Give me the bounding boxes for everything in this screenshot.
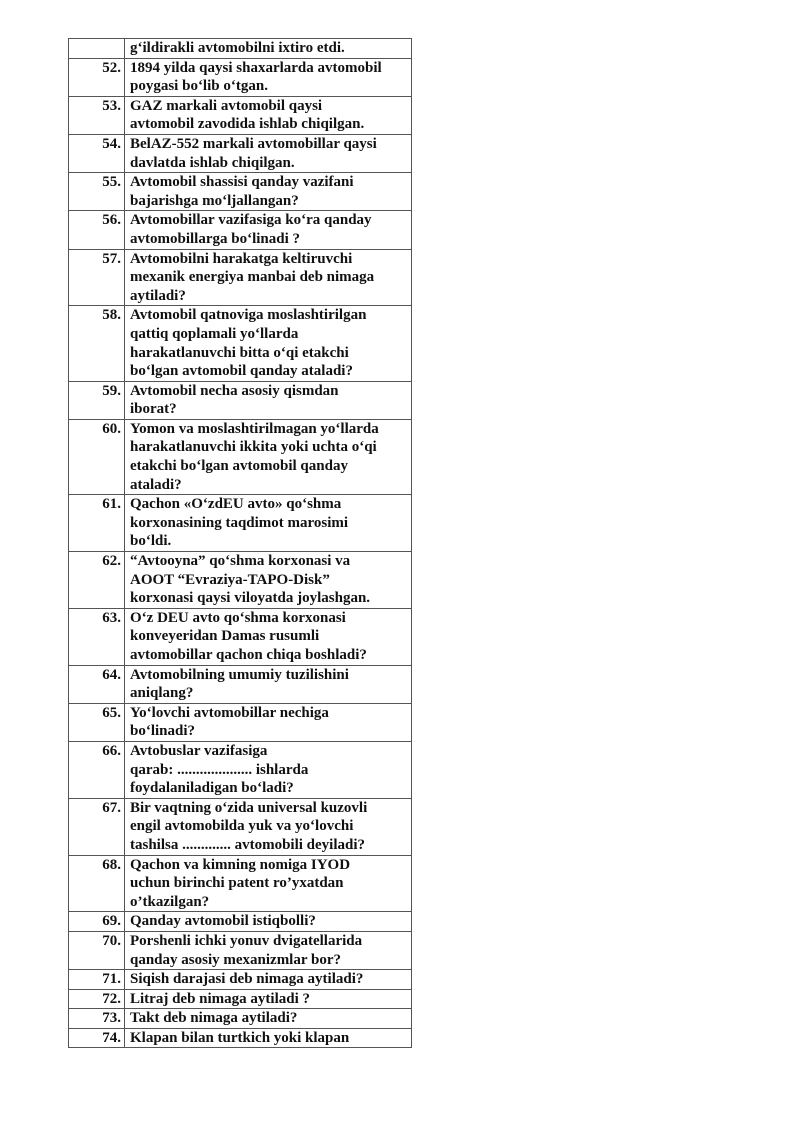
- table-row: [69, 665, 412, 703]
- question-number: 73.: [69, 1009, 125, 1029]
- question-text: Avtomobil qatnoviga moslashtirilgan qattiq qoplamali yo‘llarda harakatlanuvchi bitta o‘qi etakchi bo‘lgan avtomobil qanday ataladi?: [125, 306, 412, 381]
- question-text: g‘ildirakli avtomobilni ixtiro etdi.: [125, 39, 412, 59]
- table-row: [69, 39, 412, 59]
- question-number: 69.: [69, 912, 125, 932]
- question-number: 59.: [69, 381, 125, 419]
- question-text: Avtomobil shassisi qanday vazifani bajarishga mo‘ljallangan?: [125, 173, 412, 211]
- question-number: 55.: [69, 173, 125, 211]
- table-row: [69, 134, 412, 172]
- question-number: 74.: [69, 1028, 125, 1048]
- table-row: [69, 798, 412, 855]
- question-number: 54.: [69, 134, 125, 172]
- question-number: 66.: [69, 741, 125, 798]
- table-row: [69, 419, 412, 494]
- question-number: 53.: [69, 96, 125, 134]
- table-row: [69, 970, 412, 990]
- question-text: Siqish darajasi deb nimaga aytiladi?: [125, 970, 412, 990]
- question-number: 67.: [69, 798, 125, 855]
- table-row: [69, 211, 412, 249]
- question-text: Yo‘lovchi avtomobillar nechiga bo‘linadi?: [125, 703, 412, 741]
- question-text: Avtomobilni harakatga keltiruvchi mexanik energiya manbai deb nimaga aytiladi?: [125, 249, 412, 306]
- question-text: Porshenli ichki yonuv dvigatellarida qanday asosiy mexanizmlar bor?: [125, 931, 412, 969]
- question-text: Klapan bilan turtkich yoki klapan: [125, 1028, 412, 1048]
- question-number: 57.: [69, 249, 125, 306]
- question-text: Yomon va moslashtirilmagan yo‘llarda harakatlanuvchi ikkita yoki uchta o‘qi etakchi bo‘lgan avtomobil qanday ataladi?: [125, 419, 412, 494]
- table-row: [69, 173, 412, 211]
- question-text: BelAZ-552 markali avtomobillar qaysi davlatda ishlab chiqilgan.: [125, 134, 412, 172]
- question-text: O‘z DEU avto qo‘shma korxonasi konveyeridan Damas rusumli avtomobillar qachon chiqa boshladi?: [125, 608, 412, 665]
- question-text: Takt deb nimaga aytiladi?: [125, 1009, 412, 1029]
- question-text: Litraj deb nimaga aytiladi ?: [125, 989, 412, 1009]
- table-row: [69, 855, 412, 912]
- question-number: 56.: [69, 211, 125, 249]
- question-number: 68.: [69, 855, 125, 912]
- table-row: [69, 989, 412, 1009]
- question-text: Avtomobillar vazifasiga ko‘ra qanday avtomobillarga bo‘linadi ?: [125, 211, 412, 249]
- question-number: 60.: [69, 419, 125, 494]
- question-text: “Avtooyna” qo‘shma korxonasi va AOOT “Evraziya-TAPO-Disk” korxonasi qaysi viloyatda joylashgan.: [125, 552, 412, 609]
- table-row: [69, 931, 412, 969]
- question-sheet: [68, 38, 411, 1048]
- question-table: [68, 38, 412, 1048]
- table-row: [69, 306, 412, 381]
- table-row: [69, 552, 412, 609]
- question-text: Qachon va kimning nomiga IYOD uchun birinchi patent ro’yxatdan o’tkazilgan?: [125, 855, 412, 912]
- question-number: 52.: [69, 58, 125, 96]
- table-row: [69, 381, 412, 419]
- question-text: Bir vaqtning o‘zida universal kuzovli engil avtomobilda yuk va yo‘lovchi tashilsa ............. avtomobili deyiladi?: [125, 798, 412, 855]
- question-number: 70.: [69, 931, 125, 969]
- question-number: 72.: [69, 989, 125, 1009]
- question-text: Qanday avtomobil istiqbolli?: [125, 912, 412, 932]
- table-row: [69, 912, 412, 932]
- question-text: Avtobuslar vazifasiga qarab: .................... ishlarda foydalaniladigan bo‘ladi?: [125, 741, 412, 798]
- question-text: Avtomobil necha asosiy qismdan iborat?: [125, 381, 412, 419]
- question-number: 63.: [69, 608, 125, 665]
- table-row: [69, 1009, 412, 1029]
- question-number: 62.: [69, 552, 125, 609]
- question-text: Qachon «O‘zdEU avto» qo‘shma korxonasining taqdimot marosimi bo‘ldi.: [125, 495, 412, 552]
- table-row: [69, 608, 412, 665]
- table-row: [69, 249, 412, 306]
- question-text: 1894 yilda qaysi shaxarlarda avtomobil poygasi bo‘lib o‘tgan.: [125, 58, 412, 96]
- question-text: Avtomobilning umumiy tuzilishini aniqlang?: [125, 665, 412, 703]
- table-row: [69, 495, 412, 552]
- question-text: GAZ markali avtomobil qaysi avtomobil zavodida ishlab chiqilgan.: [125, 96, 412, 134]
- question-number: 64.: [69, 665, 125, 703]
- table-row: [69, 96, 412, 134]
- table-row: [69, 741, 412, 798]
- table-row: [69, 1028, 412, 1048]
- question-number: 58.: [69, 306, 125, 381]
- question-number: 65.: [69, 703, 125, 741]
- table-row: [69, 703, 412, 741]
- question-number: [69, 39, 125, 59]
- table-row: [69, 58, 412, 96]
- question-number: 71.: [69, 970, 125, 990]
- question-number: 61.: [69, 495, 125, 552]
